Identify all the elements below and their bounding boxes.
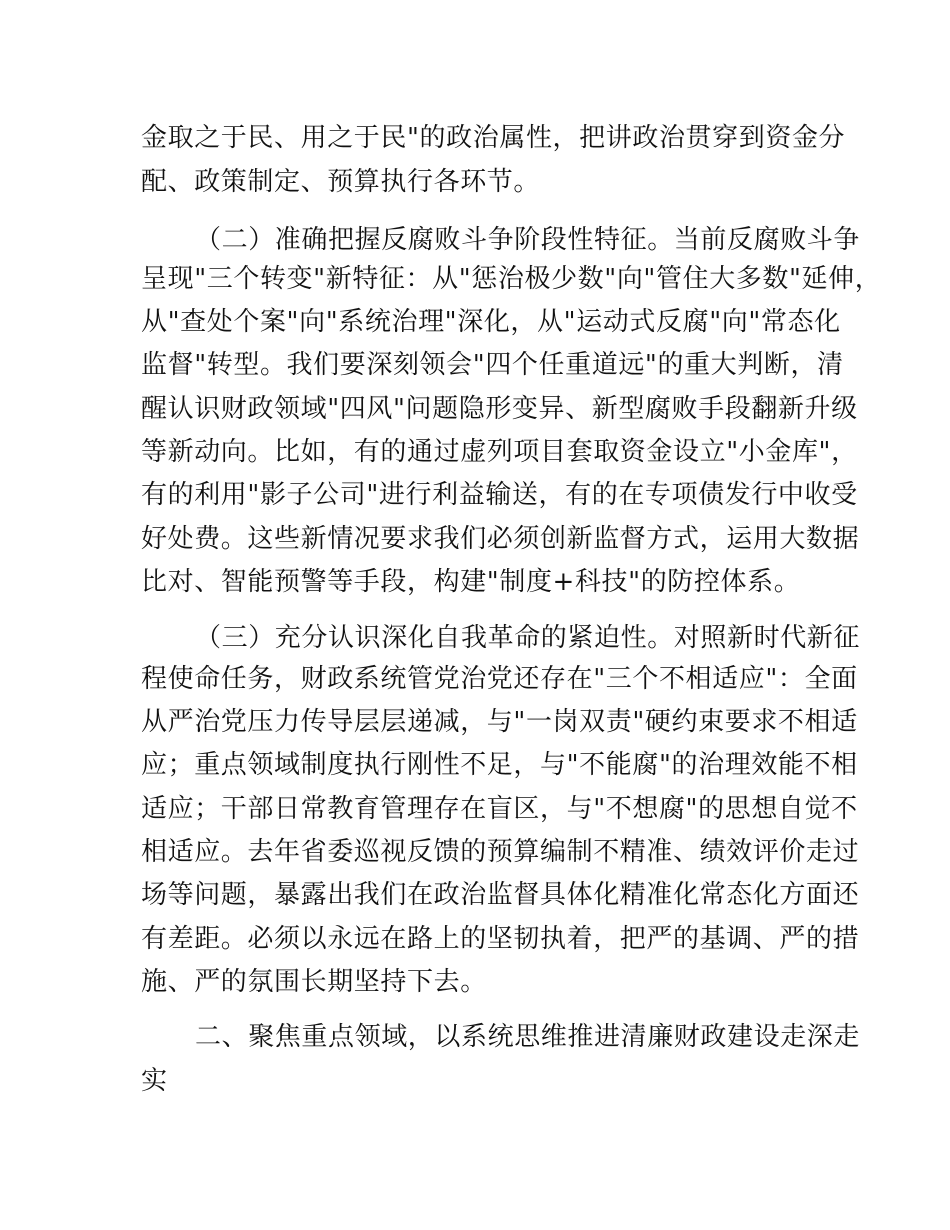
paragraph-line: 好处费。这些新情况要求我们必须创新监督方式，运用大数据	[141, 524, 860, 554]
paragraph-line: 配、政策制定、预算执行各环节。	[141, 167, 541, 197]
paragraph-line: 从"查处个案"向"系统治理"深化，从"运动式反腐"向"常态化	[141, 307, 841, 337]
paragraph-line: 程使命任务，财政系统管党治党还存在"三个不相适应"：全面	[141, 664, 858, 694]
paragraph-line: 适应；干部日常教育管理存在盲区，与"不想腐"的思想自觉不	[141, 794, 858, 824]
paragraph-line: 有差距。必须以永远在路上的坚韧执着，把严的基调、严的措	[141, 924, 860, 954]
paragraph-line: 呈现"三个转变"新特征：从"惩治极少数"向"管住大多数"延伸，	[141, 264, 882, 294]
paragraph-line: 醒认识财政领域"四风"问题隐形变异、新型腐败手段翻新升级	[141, 394, 858, 424]
paragraph-line: 等新动向。比如，有的通过虚列项目套取资金设立"小金库"，	[141, 437, 858, 467]
paragraph-line: 相适应。去年省委巡视反馈的预算编制不精准、绩效评价走过	[141, 837, 860, 867]
section-heading-2: 二、聚焦重点领域，以系统思维推进清廉财政建设走深走	[195, 1022, 861, 1052]
section-heading-continuation: 实	[141, 1066, 168, 1096]
paragraph-line: 从严治党压力传导层层递减，与"一岗双责"硬约束要求不相适	[141, 707, 858, 737]
paragraph-line: 施、严的氛围长期坚持下去。	[141, 967, 487, 997]
subsection-heading-3: （三）充分认识深化自我革命的紧迫性。对照新时代新征	[195, 623, 861, 653]
paragraph-line: 场等问题，暴露出我们在政治监督具体化精准化常态化方面还	[141, 880, 860, 910]
paragraph-line: 有的利用"影子公司"进行利益输送，有的在专项债发行中收受	[141, 480, 858, 510]
paragraph-line: 应；重点领域制度执行刚性不足，与"不能腐"的治理效能不相	[141, 750, 858, 780]
paragraph-line: 金取之于民、用之于民"的政治属性，把讲政治贯穿到资金分	[141, 123, 846, 153]
paragraph-line: 监督"转型。我们要深刻领会"四个任重道远"的重大判断，清	[141, 350, 844, 380]
subsection-heading-2: （二）准确把握反腐败斗争阶段性特征。当前反腐败斗争	[195, 225, 861, 255]
paragraph-line: 比对、智能预警等手段，构建"制度+科技"的防控体系。	[141, 567, 801, 597]
